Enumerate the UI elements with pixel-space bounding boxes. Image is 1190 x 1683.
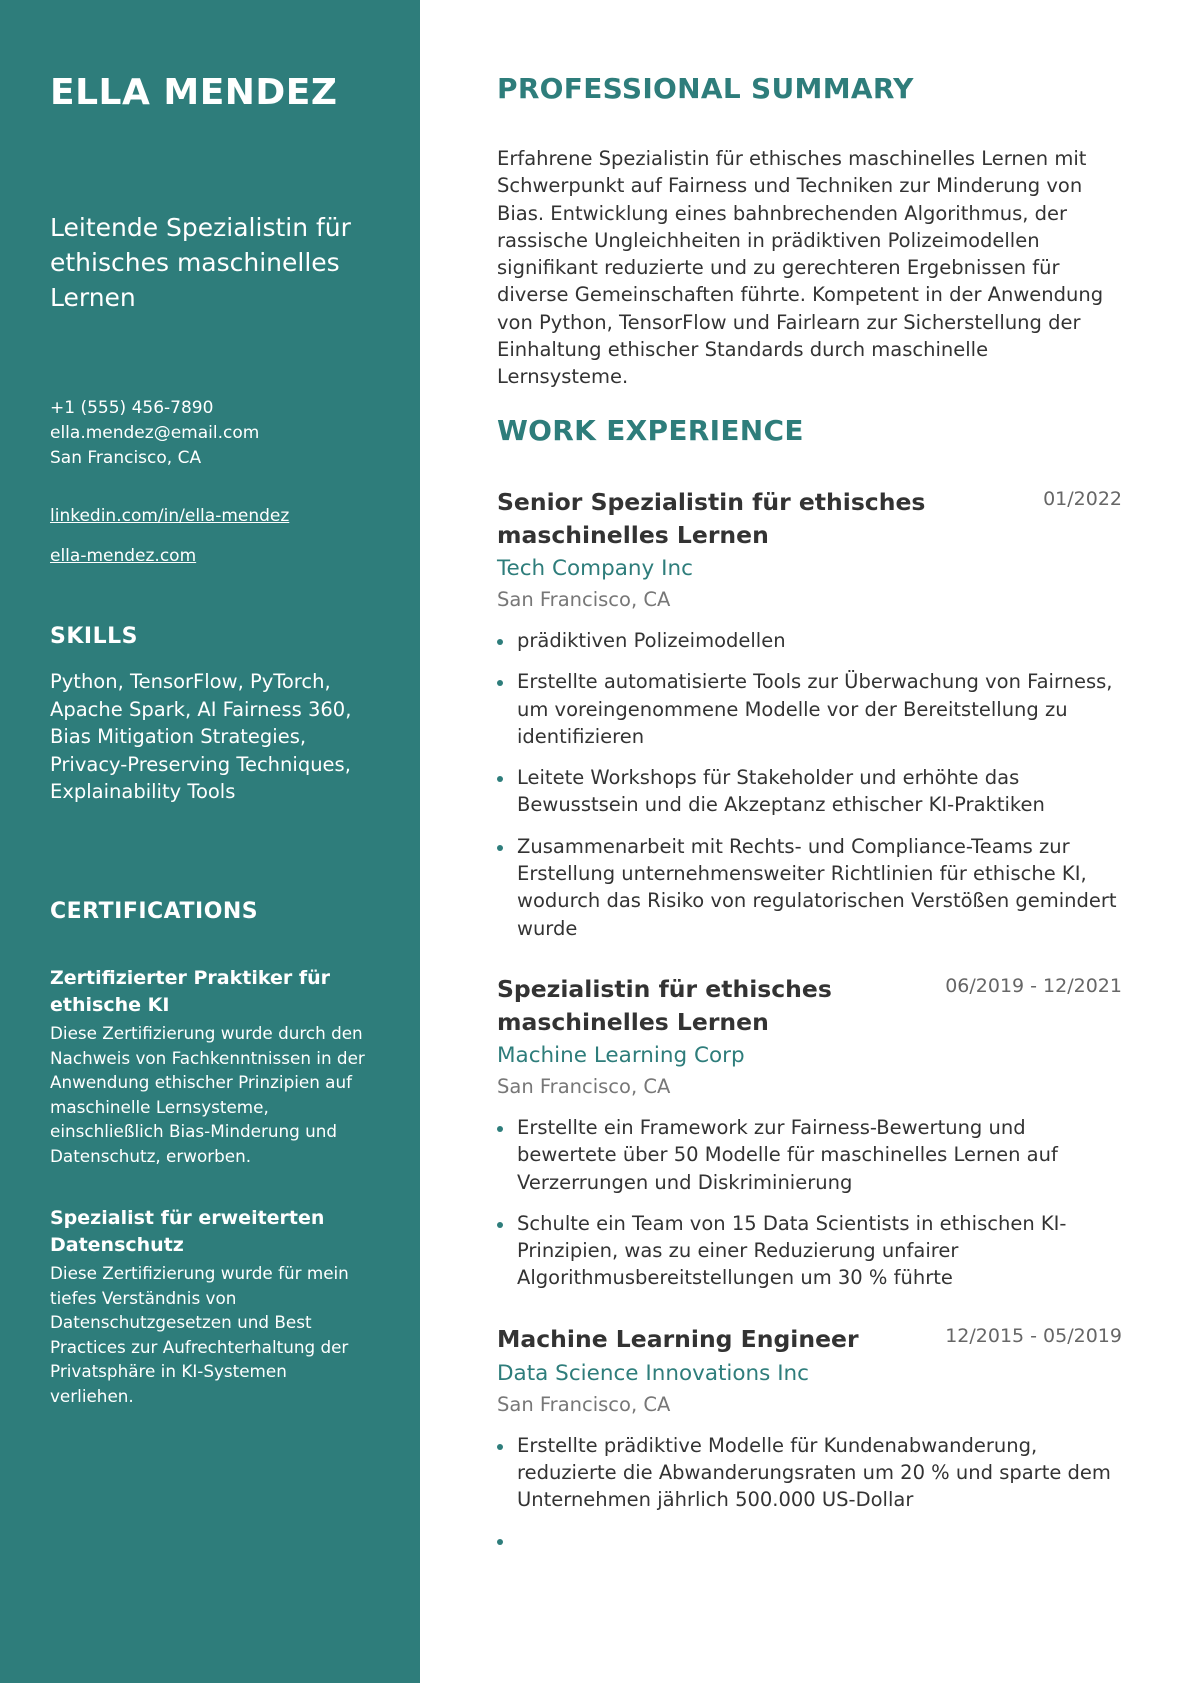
skills-heading: SKILLS [50, 624, 138, 649]
bullet-dot-icon [497, 845, 503, 851]
job-location: San Francisco, CA [497, 1075, 671, 1098]
bullet-text: Erstellte prädiktive Modelle für Kundenabwanderung, reduzierte die Abwanderungsraten um 20 % und sparte dem Unternehmen jährlich 500.000 US-Dollar [517, 1433, 1111, 1512]
job-location: San Francisco, CA [497, 1392, 671, 1416]
certification-description: Diese Zertifizierung wurde für mein tiefes Verständnis von Datenschutzgesetzen und Best Practices zur Aufrechterhaltung der Privatsphäre in KI-Systemen verliehen. [50, 1263, 349, 1406]
bullet-text: Erstellte ein Framework zur Fairness-Bewertung und bewertete über 50 Modelle für maschinelles Lernen auf Verzerrungen und Diskriminierung [517, 1116, 1058, 1194]
certification-item [50, 1205, 370, 1409]
job-date: 06/2019 - 12/2021 [945, 975, 1122, 997]
certification-title: Zertifizierter Praktiker für ethische KI [50, 967, 330, 1016]
company-name: Tech Company Inc [497, 556, 693, 581]
job-title: Senior Spezialistin für ethisches maschinelles Lernen [497, 488, 926, 549]
skills-list: Python, TensorFlow, PyTorch, Apache Spark, AI Fairness 360, Bias Mitigation Strategies, Privacy-Preserving Techniques, Explainability Tools [50, 670, 352, 803]
bullet-dot-icon [497, 1539, 503, 1545]
website-link[interactable]: ella-mendez.com [50, 546, 197, 566]
certification-description: Diese Zertifizierung wurde durch den Nachweis von Fachkenntnissen in der Anwendung ethischer Prinzipien auf maschinelle Lernsysteme, einschließlich Bias-Minderung und Datenschutz, erworben. [50, 1023, 365, 1166]
candidate-name: ELLA MENDEZ [50, 72, 338, 113]
experience-heading: WORK EXPERIENCE [497, 414, 804, 447]
bullet-dot-icon [497, 776, 503, 782]
job-date: 12/2015 - 05/2019 [945, 1325, 1122, 1347]
job-bullets [497, 1432, 1122, 1555]
bullet-item [497, 1432, 1122, 1514]
certifications-heading: CERTIFICATIONS [50, 899, 259, 924]
email-address: ella.mendez@email.com [50, 423, 260, 443]
bullet-item [497, 1210, 1122, 1292]
bullet-text: Erstellte automatisierte Tools zur Überwachung von Fairness, um voreingenommene Modelle vor der Bereitstellung zu identifizieren [517, 670, 1113, 748]
contact-location: San Francisco, CA [50, 448, 202, 468]
contact-block [50, 396, 259, 471]
job-entry [497, 973, 1122, 1306]
bullet-item [497, 764, 1122, 819]
job-date: 01/2022 [1043, 488, 1122, 510]
job-entry [497, 486, 1122, 956]
bullet-item [497, 668, 1122, 750]
bullet-item [497, 627, 1122, 654]
main-content [497, 0, 1122, 1683]
certification-title: Spezialist für erweiterten Datenschutz [50, 1207, 325, 1256]
bullet-dot-icon [497, 680, 503, 686]
bullet-item [497, 1114, 1122, 1196]
bullet-dot-icon [497, 1222, 503, 1228]
job-entry [497, 1323, 1122, 1569]
bullet-dot-icon [497, 639, 503, 645]
job-location: San Francisco, CA [497, 588, 671, 611]
bullet-text [517, 1529, 523, 1552]
bullet-item [497, 1527, 1122, 1554]
summary-heading: PROFESSIONAL SUMMARY [497, 72, 914, 105]
bullet-item [497, 833, 1122, 942]
bullet-dot-icon [497, 1126, 503, 1132]
bullet-text: Schulte ein Team von 15 Data Scientists in ethischen KI-Prinzipien, was zu einer Reduzierung unfairer Algorithmusbereitstellungen um 30 % führte [517, 1211, 1067, 1290]
job-bullets [497, 627, 1122, 942]
phone-number: +1 (555) 456-7890 [50, 398, 214, 418]
certification-item [50, 965, 370, 1169]
job-bullets [497, 1114, 1122, 1292]
job-title: Machine Learning Engineer [497, 1325, 859, 1353]
bullet-text: prädiktiven Polizeimodellen [517, 629, 786, 652]
bullet-dot-icon [497, 1444, 503, 1450]
bullet-text: Zusammenarbeit mit Rechts- und Compliance-Teams zur Erstellung unternehmensweiter Richtlinien für ethische KI, wodurch das Risiko von regulatorischen Verstößen gemindert wurde [517, 834, 1117, 940]
candidate-headline: Leitende Spezialistin für ethisches maschinelles Lernen [50, 213, 351, 312]
linkedin-link[interactable]: linkedin.com/in/ella-mendez [50, 506, 290, 526]
sidebar [0, 0, 420, 1683]
job-title: Spezialistin für ethisches maschinelles Lernen [497, 975, 832, 1036]
bullet-text: Leitete Workshops für Stakeholder und erhöhte das Bewusstsein und die Akzeptanz ethischer KI-Praktiken [517, 766, 1045, 817]
summary-text: Erfahrene Spezialistin für ethisches maschinelles Lernen mit Schwerpunkt auf Fairness und Techniken zur Minderung von Bias. Entwicklung eines bahnbrechenden Algorithmus, der rassische Ungleichheiten in prädiktiven Polizeimodellen signifikant reduzierte und zu gerechteren Ergebnissen für diverse Gemeinschaften führte. Kompetent in der Anwendung von Python, TensorFlow und Fairlearn zur Sicherstellung der Einhaltung ethischer Standards durch maschinelle Lernsysteme. [497, 147, 1104, 389]
company-name: Data Science Innovations Inc [497, 1360, 810, 1386]
company-name: Machine Learning Corp [497, 1043, 745, 1068]
